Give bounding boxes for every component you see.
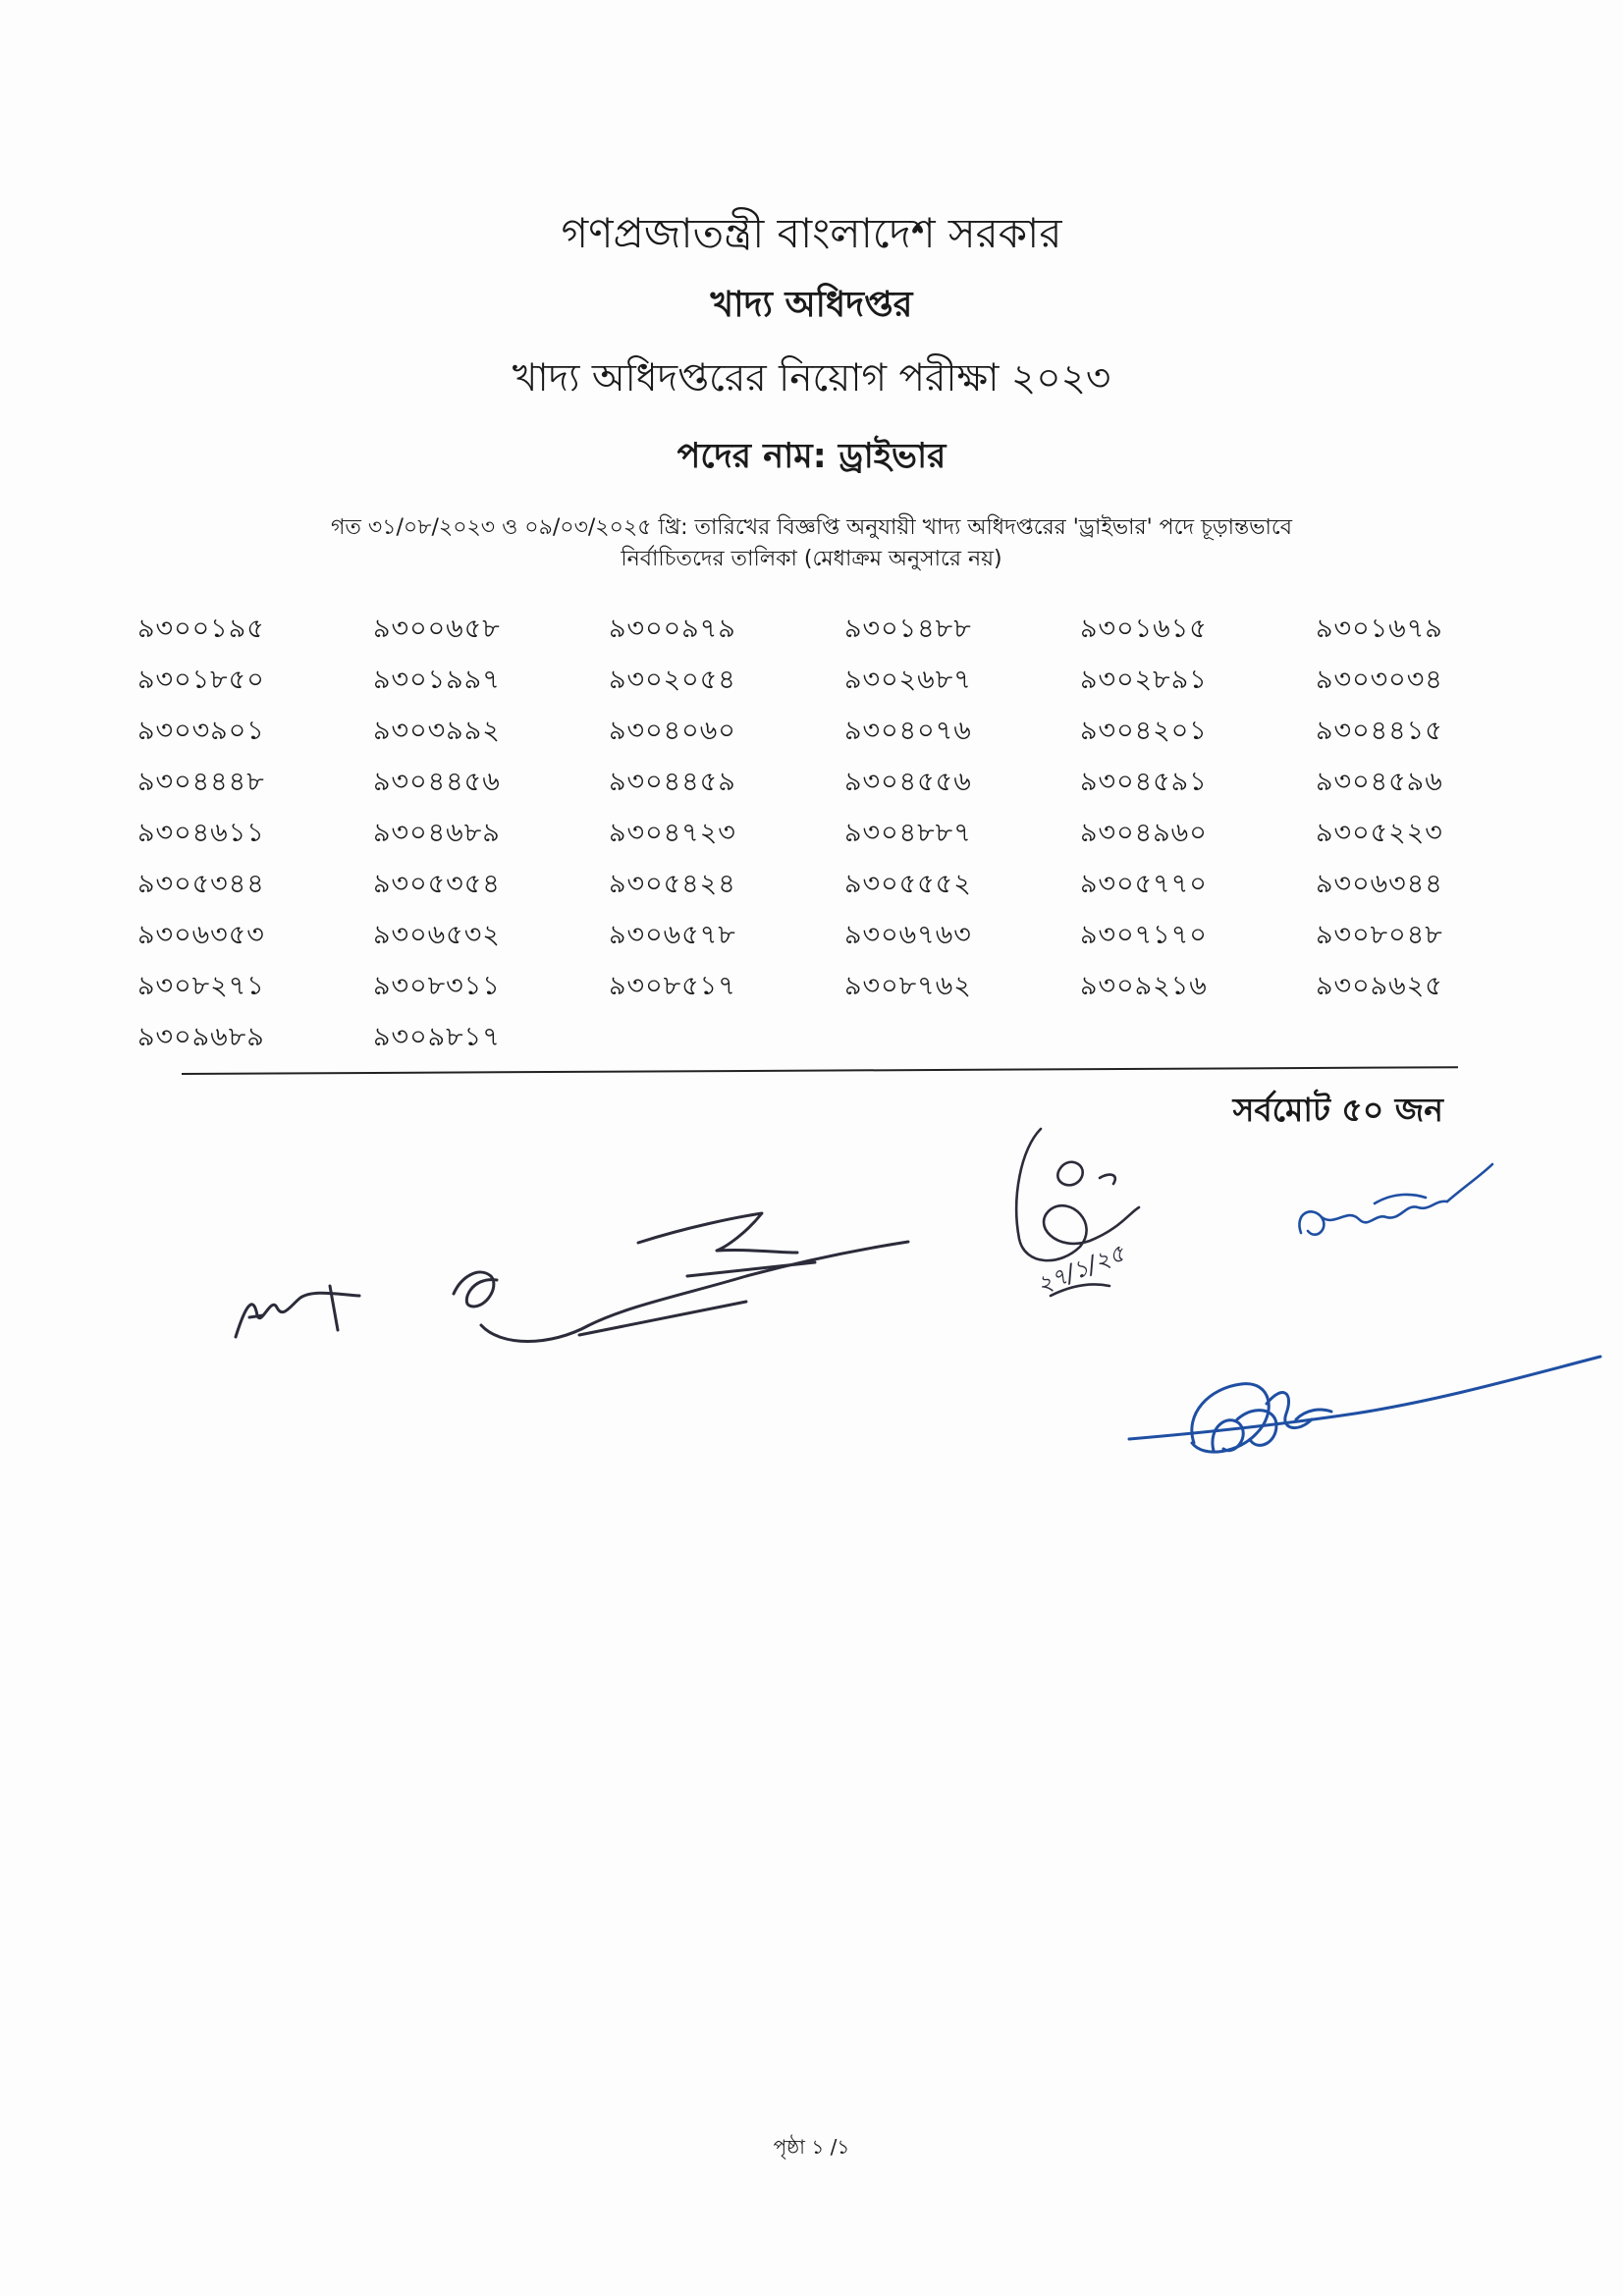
roll-number: ৯৩০৪০৬০: [609, 716, 736, 746]
notice-line-2: নির্বাচিতদের তালিকা (মেধাক্রম অনুসারে নয়): [621, 547, 1002, 571]
roll-number: ৯৩০৮২৭১: [137, 971, 265, 1001]
roll-number: ৯৩০২০৫৪: [609, 665, 736, 695]
roll-number: ৯৩০৬৫৭৮: [609, 920, 736, 950]
roll-number: ৯৩০০৯৭৯: [609, 614, 736, 644]
roll-number: ৯৩০৫৭৭০: [1080, 869, 1208, 899]
roll-number: ৯৩০৭১৭০: [1080, 920, 1208, 950]
roll-number: ৯৩০৮৫১৭: [609, 971, 736, 1001]
roll-number: ৯৩০৯৬২৫: [1316, 971, 1443, 1001]
roll-number: ৯৩০১৯৯৭: [373, 665, 501, 695]
roll-number: ৯৩০১৪৮৮: [844, 614, 972, 644]
exam-title: খাদ্য অধিদপ্তরের নিয়োগ পরীক্ষা ২০২৩: [512, 356, 1111, 400]
roll-number: ৯৩০২৬৮৭: [844, 665, 972, 695]
roll-number: ৯৩০৫২২৩: [1316, 818, 1443, 848]
roll-number: ৯৩০৫৫৫২: [844, 869, 972, 899]
divider-line: [182, 1066, 1458, 1075]
roll-number: ৯৩০৪৫৯১: [1080, 767, 1208, 797]
roll-number: ৯৩০৪৫৯৬: [1316, 767, 1443, 797]
roll-number: ৯৩০৬৭৬৩: [844, 920, 972, 950]
notice-line-1: গত ৩১/০৮/২০২৩ ও ০৯/০৩/২০২৫ খ্রি: তারিখের বিজ্ঞপ্তি অনুযায়ী খাদ্য অধিদপ্তরের 'ড্রাইভার' পদে চূড়ান্তভাবে: [330, 515, 1292, 540]
roll-number: ৯৩০৪৪৫৬: [373, 767, 501, 797]
roll-number: ৯৩০৮৭৬২: [844, 971, 972, 1001]
roll-number: ৯৩০৩৯৯২: [373, 716, 501, 746]
roll-number: ৯৩০৪৬১১: [137, 818, 265, 848]
roll-number: ৯৩০২৮৯১: [1080, 665, 1208, 695]
roll-number: ৯৩০৬৩৫৩: [137, 920, 265, 950]
roll-number: ৯৩০৯৮১৭: [373, 1022, 501, 1052]
roll-number: ৯৩০৫৪২৪: [609, 869, 736, 899]
roll-number: ৯৩০৫৩৪৪: [137, 869, 265, 899]
signature-4: [1299, 1164, 1492, 1235]
roll-number: ৯৩০৬৫৩২: [373, 920, 501, 950]
roll-number: ৯৩০৪৪১৫: [1316, 716, 1443, 746]
roll-number: ৯৩০০১৯৫: [137, 614, 265, 644]
signature-1: [236, 1286, 359, 1337]
roll-number: ৯৩০৪৭২৩: [609, 818, 736, 848]
roll-number: ৯৩০৯৬৮৯: [137, 1022, 265, 1052]
roll-number: ৯৩০৪৯৬০: [1080, 818, 1208, 848]
signature-5: [1129, 1357, 1600, 1452]
roll-number: ৯৩০৪৮৮৭: [844, 818, 972, 848]
signature-3-date: ২৭/১/২৫: [1032, 1239, 1129, 1300]
roll-number: ৯৩০৩০৩৪: [1316, 665, 1443, 695]
roll-number: ৯৩০১৬৭৯: [1316, 614, 1443, 644]
signature-2: [454, 1213, 908, 1342]
roll-number: ৯৩০৮০৪৮: [1316, 920, 1443, 950]
roll-number: ৯৩০৪০৭৬: [844, 716, 972, 746]
page-number: পৃষ্ঠা ১ /১: [773, 2135, 850, 2159]
roll-number: ৯৩০০৬৫৮: [373, 614, 501, 644]
total-count: সর্বমোট ৫০ জন: [1232, 1091, 1443, 1129]
roll-number: ৯৩০৬৩৪৪: [1316, 869, 1443, 899]
roll-number-list: [137, 611, 1473, 1056]
post-name: পদের নাম: ড্রাইভার: [676, 437, 947, 476]
roll-number: ৯৩০৪২০১: [1080, 716, 1208, 746]
roll-number: ৯৩০৫৩৫৪: [373, 869, 501, 899]
department-heading: খাদ্য অধিদপ্তর: [710, 285, 913, 325]
roll-number: ৯৩০৪৫৫৬: [844, 767, 972, 797]
roll-number: ৯৩০৩৯০১: [137, 716, 265, 746]
roll-number: ৯৩০১৬১৫: [1080, 614, 1208, 644]
roll-number: ৯৩০৪৬৮৯: [373, 818, 501, 848]
roll-number: ৯৩০১৮৫০: [137, 665, 265, 695]
roll-number: ৯৩০৪৪৪৮: [137, 767, 265, 797]
roll-number: ৯৩০৪৪৫৯: [609, 767, 736, 797]
signature-3: [1016, 1129, 1139, 1296]
roll-number: ৯৩০৯২১৬: [1080, 971, 1208, 1001]
government-heading: গণপ্রজাতন্ত্রী বাংলাদেশ সরকার: [561, 209, 1062, 257]
roll-number: ৯৩০৮৩১১: [373, 971, 501, 1001]
